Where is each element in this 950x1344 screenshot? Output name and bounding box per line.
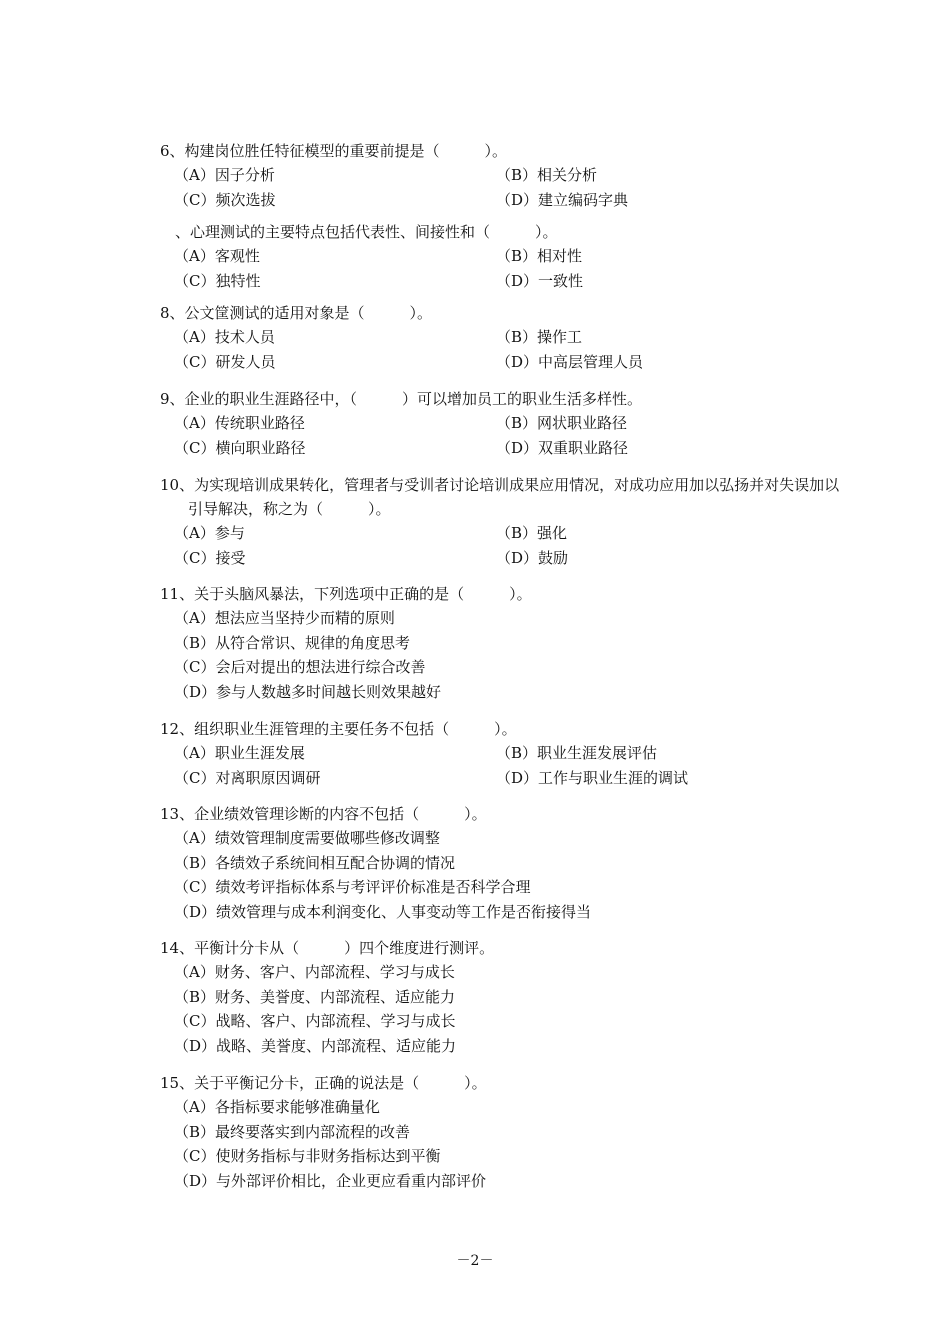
option-a: （A）各指标要求能够准确量化 (174, 1098, 380, 1116)
option-b: （B）网状职业路径 (496, 414, 628, 432)
option-c: （C）使财务指标与非财务指标达到平衡 (174, 1147, 441, 1165)
option-list (160, 521, 840, 570)
option-a: （A）职业生涯发展 (174, 744, 305, 762)
option-b: （B）操作工 (496, 328, 583, 346)
question-12 (160, 717, 840, 790)
option-b: （B）职业生涯发展评估 (496, 744, 658, 762)
option-list (160, 163, 840, 212)
option-a: （A）客观性 (174, 247, 260, 265)
option-a: （A）绩效管理制度需要做哪些修改调整 (174, 829, 440, 847)
option-a: （A）想法应当坚持少而精的原则 (174, 609, 395, 627)
question-6 (160, 139, 840, 212)
question-stem: 、心理测试的主要特点包括代表性、间接性和（ ）。 (160, 223, 558, 241)
option-d: （D）战略、美誉度、内部流程、适应能力 (174, 1036, 457, 1055)
option-c: （C）战略、客户、内部流程、学习与成长 (174, 1012, 456, 1030)
question-stem: 9、企业的职业生涯路径中，（ ）可以增加员工的职业生活多样性。 (160, 390, 643, 408)
option-a: （A）技术人员 (174, 328, 275, 346)
question-15 (160, 1071, 840, 1193)
option-list (160, 741, 840, 790)
question-14 (160, 936, 840, 1058)
question-7 (160, 220, 840, 293)
option-b: （B）各绩效子系统间相互配合协调的情况 (174, 853, 456, 872)
option-b: （B）相对性 (496, 247, 583, 265)
question-stem: 10、为实现培训成果转化，管理者与受训者讨论培训成果应用情况，对成功应用加以弘扬并对失误加以引导解决，称之为（ ）。 (160, 476, 840, 518)
option-a: （A）因子分析 (174, 166, 275, 184)
question-stem: 6、构建岗位胜任特征模型的重要前提是（ ）。 (160, 142, 508, 160)
option-b: （B）强化 (496, 524, 568, 542)
page-number: －2－ (456, 1253, 494, 1269)
option-c: （C）接受 (174, 548, 246, 567)
question-stem: 13、企业绩效管理诊断的内容不包括（ ）。 (160, 805, 487, 823)
option-d: （D）鼓励 (496, 548, 569, 567)
option-b: （B）从符合常识、规律的角度思考 (174, 633, 411, 652)
option-c: （C）绩效考评指标体系与考评评价标准是否科学合理 (174, 878, 531, 896)
option-d: （D）与外部评价相比，企业更应看重内部评价 (174, 1171, 487, 1190)
question-13 (160, 802, 840, 924)
option-d: （D）双重职业路径 (496, 438, 629, 457)
question-stem: 11、关于头脑风暴法，下列选项中正确的是（ ）。 (160, 585, 532, 603)
option-c: （C）频次选拔 (174, 190, 276, 209)
option-a: （A）财务、客户、内部流程、学习与成长 (174, 963, 455, 981)
question-stem: 12、组织职业生涯管理的主要任务不包括（ ）。 (160, 720, 517, 738)
question-10 (160, 473, 840, 570)
option-d: （D）参与人数越多时间越长则效果越好 (174, 682, 442, 701)
option-c: （C）对离职原因调研 (174, 768, 321, 787)
option-b: （B）财务、美誉度、内部流程、适应能力 (174, 987, 456, 1006)
question-stem: 14、平衡计分卡从（ ）四个维度进行测评。 (160, 939, 495, 957)
option-c: （C）会后对提出的想法进行综合改善 (174, 658, 426, 676)
option-c: （C）研发人员 (174, 352, 276, 371)
option-b: （B）最终要落实到内部流程的改善 (174, 1122, 411, 1141)
option-d: （D）工作与职业生涯的调试 (496, 768, 689, 787)
option-d: （D）中高层管理人员 (496, 352, 644, 371)
option-a: （A）传统职业路径 (174, 414, 305, 432)
option-c: （C）独特性 (174, 271, 261, 290)
option-b: （B）相关分析 (496, 166, 598, 184)
option-list (160, 1095, 840, 1193)
option-d: （D）建立编码字典 (496, 190, 629, 209)
question-9 (160, 387, 840, 460)
option-list (160, 411, 840, 460)
option-list (160, 325, 840, 374)
option-list (160, 826, 840, 924)
option-list (160, 960, 840, 1058)
question-8 (160, 301, 840, 374)
option-list (160, 606, 840, 704)
option-d: （D）一致性 (496, 271, 584, 290)
question-stem: 8、公文筐测试的适用对象是（ ）。 (160, 304, 433, 322)
question-11 (160, 582, 840, 704)
option-c: （C）横向职业路径 (174, 438, 306, 457)
option-a: （A）参与 (174, 524, 245, 542)
question-stem: 15、关于平衡记分卡，正确的说法是（ ）。 (160, 1074, 487, 1092)
option-list (160, 244, 840, 293)
option-d: （D）绩效管理与成本利润变化、人事变动等工作是否衔接得当 (174, 902, 592, 921)
